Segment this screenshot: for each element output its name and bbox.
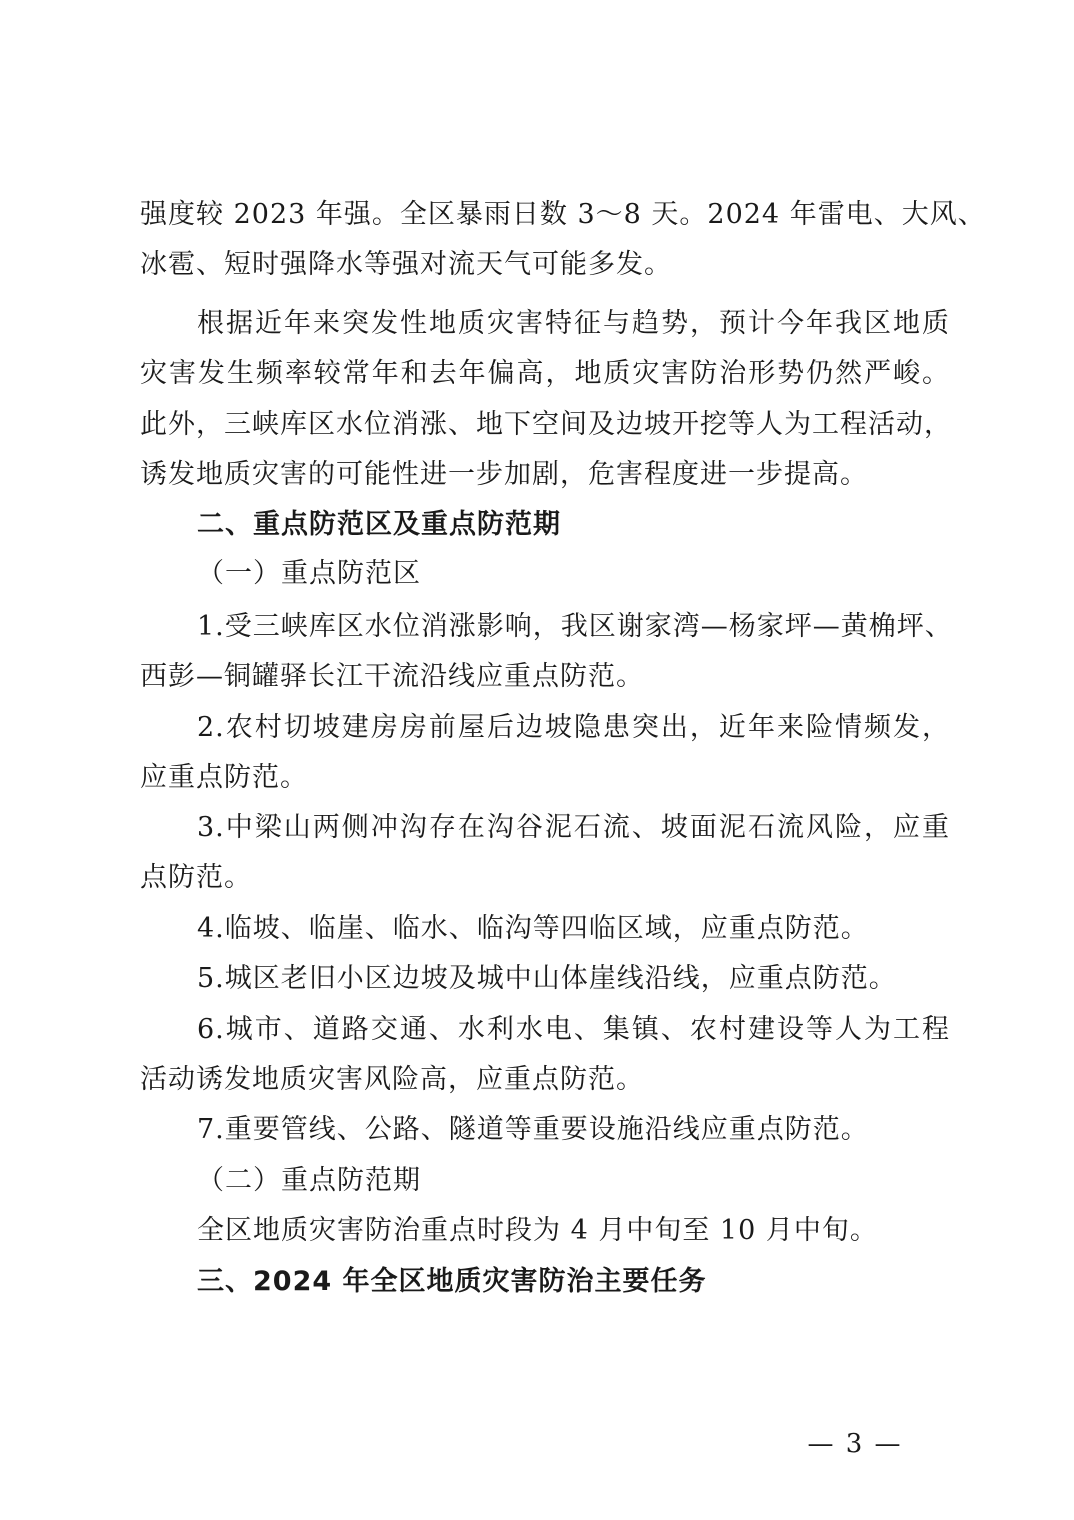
body-line: 5.城区老旧小区边坡及城中山体崖线沿线，应重点防范。 <box>197 963 897 994</box>
body-line: 诱发地质灾害的可能性进一步加剧，危害程度进一步提高。 <box>140 459 868 490</box>
section-heading: 三、2024 年全区地质灾害防治主要任务 <box>197 1266 707 1297</box>
body-line: 应重点防范。 <box>140 762 308 793</box>
body-line: 强度较 2023 年强。全区暴雨日数 3～8 天。2024 年雷电、大风、 <box>140 199 986 230</box>
body-line: 6.城市、道路交通、水利水电、集镇、农村建设等人为工程 <box>197 1014 950 1045</box>
body-line: 此外，三峡库区水位消涨、地下空间及边坡开挖等人为工程活动， <box>140 409 952 440</box>
body-line: 7.重要管线、公路、隧道等重要设施沿线应重点防范。 <box>197 1114 869 1145</box>
body-line: 3.中梁山两侧冲沟存在沟谷泥石流、坡面泥石流风险，应重 <box>197 812 950 843</box>
body-line: 1.受三峡库区水位消涨影响，我区谢家湾—杨家坪—黄桷坪、 <box>197 611 953 642</box>
section-heading: 二、重点防范区及重点防范期 <box>197 509 561 540</box>
body-line: 活动诱发地质灾害风险高，应重点防范。 <box>140 1064 644 1095</box>
body-line: 全区地质灾害防治重点时段为 4 月中旬至 10 月中旬。 <box>197 1215 878 1246</box>
body-line: 2.农村切坡建房房前屋后边坡隐患突出，近年来险情频发， <box>197 712 950 743</box>
body-line: 根据近年来突发性地质灾害特征与趋势，预计今年我区地质 <box>197 308 950 339</box>
body-line: 灾害发生频率较常年和去年偏高，地质灾害防治形势仍然严峻。 <box>140 358 950 389</box>
body-line: 西彭—铜罐驿长江干流沿线应重点防范。 <box>140 661 644 692</box>
subsection-heading: （二）重点防范期 <box>197 1165 421 1196</box>
page-number: — 3 — <box>807 1429 903 1459</box>
subsection-heading: （一）重点防范区 <box>197 558 421 589</box>
body-line: 点防范。 <box>140 862 252 893</box>
body-line: 4.临坡、临崖、临水、临沟等四临区域，应重点防范。 <box>197 913 869 944</box>
body-line: 冰雹、短时强降水等强对流天气可能多发。 <box>140 249 672 280</box>
